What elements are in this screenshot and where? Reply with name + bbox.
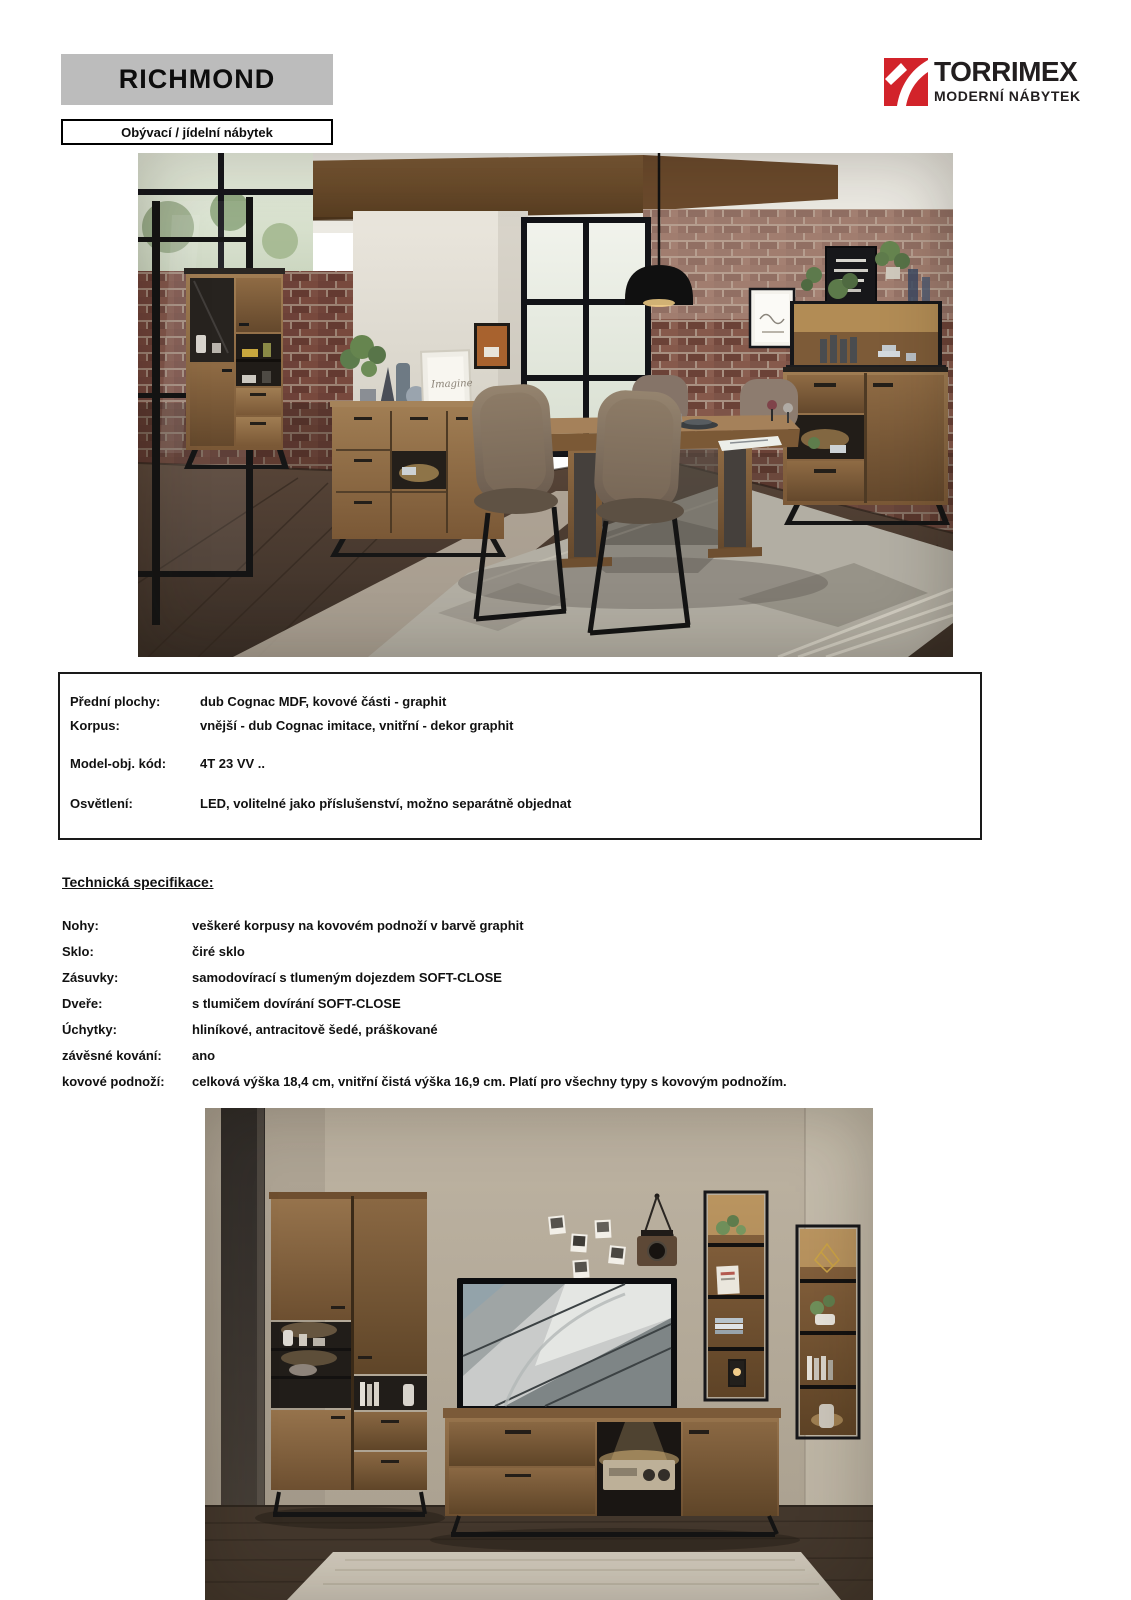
brand-logo xyxy=(884,58,1104,110)
spec-value: samodovírací s tlumeným dojezdem SOFT-CLOSE xyxy=(192,970,502,985)
spec-value: veškeré korpusy na kovovém podnoží v barvě graphit xyxy=(192,918,524,933)
dining-room-photo xyxy=(138,153,953,657)
tv-wall-photo xyxy=(205,1108,873,1600)
spec-value: ano xyxy=(192,1048,216,1063)
spec-value: celková výška 18,4 cm, vnitřní čistá výška 16,9 cm. Platí pro všechny typy s kovovým podnožím. xyxy=(192,1074,787,1089)
info-value: dub Cognac MDF, kovové části - graphit xyxy=(200,694,447,709)
spec-label: Zásuvky: xyxy=(62,970,119,985)
spec-row xyxy=(62,1048,215,1063)
info-row xyxy=(70,796,571,811)
info-label: Osvětlení: xyxy=(70,796,133,811)
brand-tagline: MODERNÍ NÁBYTEK xyxy=(934,88,1081,104)
imagine-frame-text: Imagine xyxy=(431,378,473,391)
spec-label: Sklo: xyxy=(62,944,94,959)
info-value: vnější - dub Cognac imitace, vnitřní - dekor graphit xyxy=(200,718,514,733)
spec-value: hliníkové, antracitově šedé, práškované xyxy=(192,1022,438,1037)
info-value: LED, volitelné jako příslušenství, možno separátně objednat xyxy=(200,796,572,811)
spec-row xyxy=(62,1074,787,1089)
info-label: Model-obj. kód: xyxy=(70,756,167,771)
info-label: Přední plochy: xyxy=(70,694,161,709)
info-row xyxy=(70,718,514,733)
spec-label: kovové podnoží: xyxy=(62,1074,165,1089)
brand-mark-icon xyxy=(884,58,928,106)
page-title: RICHMOND xyxy=(118,64,276,94)
spec-value: s tlumičem dovírání SOFT-CLOSE xyxy=(192,996,401,1011)
spec-row xyxy=(62,918,524,933)
spec-row xyxy=(62,996,401,1011)
info-box xyxy=(58,672,982,840)
spec-row xyxy=(62,944,245,959)
page-title-box xyxy=(61,54,333,105)
brand-name: TORRIMEX xyxy=(934,56,1078,87)
spec-value: čiré sklo xyxy=(192,944,245,959)
spec-row xyxy=(62,970,502,985)
info-row xyxy=(70,756,265,771)
category-label: Obývací / jídelní nábytek xyxy=(121,124,273,140)
spec-label: Dveře: xyxy=(62,996,103,1011)
info-label: Korpus: xyxy=(70,718,120,733)
spec-row xyxy=(62,1022,438,1037)
tech-specs-heading: Technická specifikace: xyxy=(62,874,214,890)
spec-label: závěsné kování: xyxy=(62,1048,162,1063)
spec-label: Nohy: xyxy=(62,918,99,933)
info-row xyxy=(70,694,446,709)
info-value: 4T 23 VV .. xyxy=(200,756,266,771)
category-box xyxy=(61,119,333,145)
spec-label: Úchytky: xyxy=(62,1022,117,1037)
